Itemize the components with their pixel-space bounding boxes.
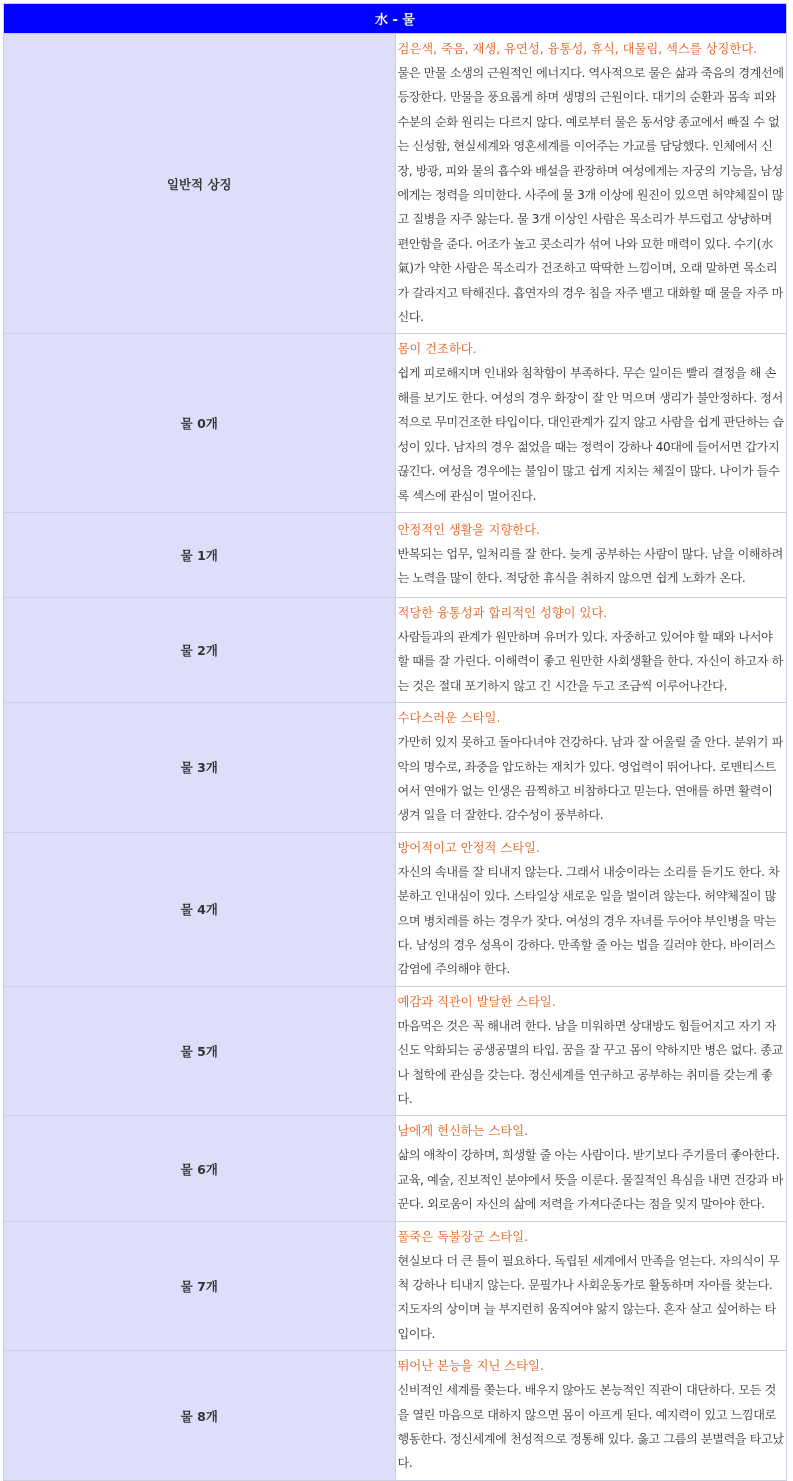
row-content [395,512,787,597]
row-headline: 안정적인 생활을 지향한다. [397,523,540,537]
table-row-water-3 [4,703,787,833]
row-headline: 뛰어난 본능을 지닌 스타일. [397,1359,544,1374]
row-content [395,832,787,986]
row-label: 물 3개 [4,703,396,833]
row-label: 물 4개 [4,832,396,986]
table-title: 水 - 물 [4,4,787,34]
row-description: 신비적인 세계를 쫒는다. 배우지 않아도 본능적인 직관이 대단하다. 모든 것을 열린 마음으로 대하지 않으면 몸이 아프게 된다. 예지력이 있고 느낌대로 행동한다. 정신세계에 천성적으로 정통해 있다. 옳고 그름의 분별력을 타고났다. [397,1383,784,1471]
row-content [395,986,787,1116]
row-label: 일반적 상징 [4,34,396,334]
row-description: 자신의 속내를 잘 티내지 않는다. 그래서 내숭이라는 소리를 듣기도 한다. 차분하고 인내심이 있다. 스타일상 새로운 일을 벌이려 않는다. 허약체질이 많으며 병치레를 하는 경우가 잦다. 여성의 경우 자녀를 두어야 부인병을 막는다. 남성의 경우 성욕이 강하다. 만족할 줄 아는 법을 길러야 한다. 바이러스 감염에 주의해야 한다. [397,864,780,977]
row-label: 물 2개 [4,597,396,702]
row-headline: 몸이 건조하다. [397,342,477,357]
row-headline: 남에게 헌신하는 스타일. [397,1124,529,1139]
table-row-water-1 [4,512,787,597]
row-content [395,1351,787,1481]
row-label: 물 0개 [4,334,396,512]
row-label: 물 5개 [4,986,396,1116]
element-table-container [3,3,787,1481]
row-description: 마음먹은 것은 꼭 해내려 한다. 남을 미워하면 상대방도 힘들어지고 자기 자신도 악화되는 공생공멸의 타입. 꿈을 잘 꾸고 몸이 약하지만 병은 없다. 종교나 철학에 관심을 갖는다. 정신세계를 연구하고 공부하는 취미를 갖는게 좋다. [397,1018,783,1106]
table-row-water-8 [4,1351,787,1481]
row-label: 물 7개 [4,1221,396,1351]
row-description: 반복되는 업무, 일처리를 잘 한다. 늦게 공부하는 사람이 많다. 남을 이해하려는 노력을 많이 한다. 적당한 휴식을 취하지 않으면 쉽게 노화가 온다. [397,547,783,586]
table-row-water-2 [4,597,787,702]
row-description: 가만히 있지 못하고 돌아다녀야 건강하다. 남과 잘 어울릴 줄 안다. 분위기 파악의 명수로, 좌중을 압도하는 재치가 있다. 영업력이 뛰어나다. 로맨티스트여서 연애가 없는 인생은 끔찍하고 비참하다고 믿는다. 연애를 하면 활력이 생겨 일을 더 잘한다. 감수성이 풍부하다. [397,735,783,823]
row-headline: 방어적이고 안정적 스타일. [397,840,540,855]
row-content [395,1221,787,1351]
table-header-row [4,4,787,34]
row-headline: 수다스러운 스타일. [397,711,501,726]
row-content [395,334,787,512]
table-row-water-5 [4,986,787,1116]
row-content [395,1116,787,1221]
row-headline: 예감과 직관이 발달한 스타일. [397,994,556,1009]
row-headline: 풀죽은 독불장군 스타일. [397,1229,529,1244]
row-content [395,597,787,702]
table-row-water-0 [4,334,787,512]
table-row-water-7 [4,1221,787,1351]
row-label: 물 6개 [4,1116,396,1221]
row-content [395,34,787,334]
row-label: 물 8개 [4,1351,396,1481]
row-headline: 적당한 융통성과 합리적인 성향이 있다. [397,605,608,620]
row-description: 사람들과의 관계가 원만하며 유머가 있다. 자중하고 있어야 할 때와 나서야 할 때를 잘 가린다. 이해력이 좋고 원만한 사회생활을 한다. 자신이 하고자 하는 것은 절대 포기하지 않고 긴 시간을 두고 조금씩 이루어나간다. [397,629,783,693]
row-description: 현실보다 더 큰 틀이 필요하다. 독립된 세계에서 만족을 얻는다. 자의식이 무척 강하나 티내지 않는다. 문필가나 사회운동가로 활동하며 자아를 찾는다. 지도자의 상이며 늘 부지런히 움직여야 앓지 않는다. 혼자 살고 싶어하는 타입이다. [397,1253,780,1341]
row-content [395,703,787,833]
row-description: 삶의 애착이 강하며, 희생할 줄 아는 사람이다. 받기보다 주기를더 좋아한다. 교육, 예술, 진보적인 분야에서 뜻을 이룬다. 물질적인 욕심을 내면 건강과 바꾼다. 외로움이 자신의 삶에 저력을 가져다준다는 점을 잊지 말아야 한다. [397,1148,783,1212]
row-headline: 검은색, 죽음, 재생, 유연성, 융통성, 휴식, 대물림, 섹스를 상징한다. [397,42,758,56]
row-label: 물 1개 [4,512,396,597]
row-description: 쉽게 피로해지며 인내와 침착함이 부족하다. 무슨 일이든 빨리 결정을 해 손해를 보기도 한다. 여성의 경우 화장이 잘 안 먹으며 생리가 불안정하다. 정서적으로 무미건조한 타입이다. 대인관계가 깊지 않고 사람을 쉽게 판단하는 습성이 있다. 남자의 경우 젊었을 때는 정력이 강하나 40대에 들어서면 갑가지 끊긴다. 여성을 경우에는 불임이 많고 쉽게 지치는 체질이 많다. 나이가 들수록 섹스에 관심이 멀어진다. [397,366,784,503]
table-row-water-4 [4,832,787,986]
water-element-table [3,3,787,1481]
table-row-general [4,34,787,334]
row-description: 물은 만물 소생의 근원적인 에너지다. 역사적으로 물은 삶과 죽음의 경계선에 등장한다. 만물을 풍요롭게 하며 생명의 근원이다. 대기의 순환과 몸속 피와 수분의 순화 원리는 다르지 않다. 예로부터 물은 동서양 종교에서 빠질 수 없는 신성함, 현실세계와 영혼세계를 이어주는 가교를 담당했다. 인체에서 신장, 방광, 피와 물의 흡수와 배설을 관장하며 여성에게는 자궁의 기능을, 남성에게는 정력을 의미한다. 사주에 물 3개 이상에 원진이 있으면 허약체질이 많고 질병을 자주 앓는다. 물 3개 이상인 사람은 목소리가 부드럽고 상냥하며 편안함을 준다. 어조가 높고 콧소리가 섞여 나와 묘한 매력이 있다. 수기(水氣)가 약한 사람은 목소리가 건조하고 딱딱한 느낌이며, 오래 말하면 목소리가 갈라지고 탁해진다. 흡연자의 경우 침을 자주 뱉고 대화할 때 물을 자주 마신다. [397,66,784,325]
table-row-water-6 [4,1116,787,1221]
